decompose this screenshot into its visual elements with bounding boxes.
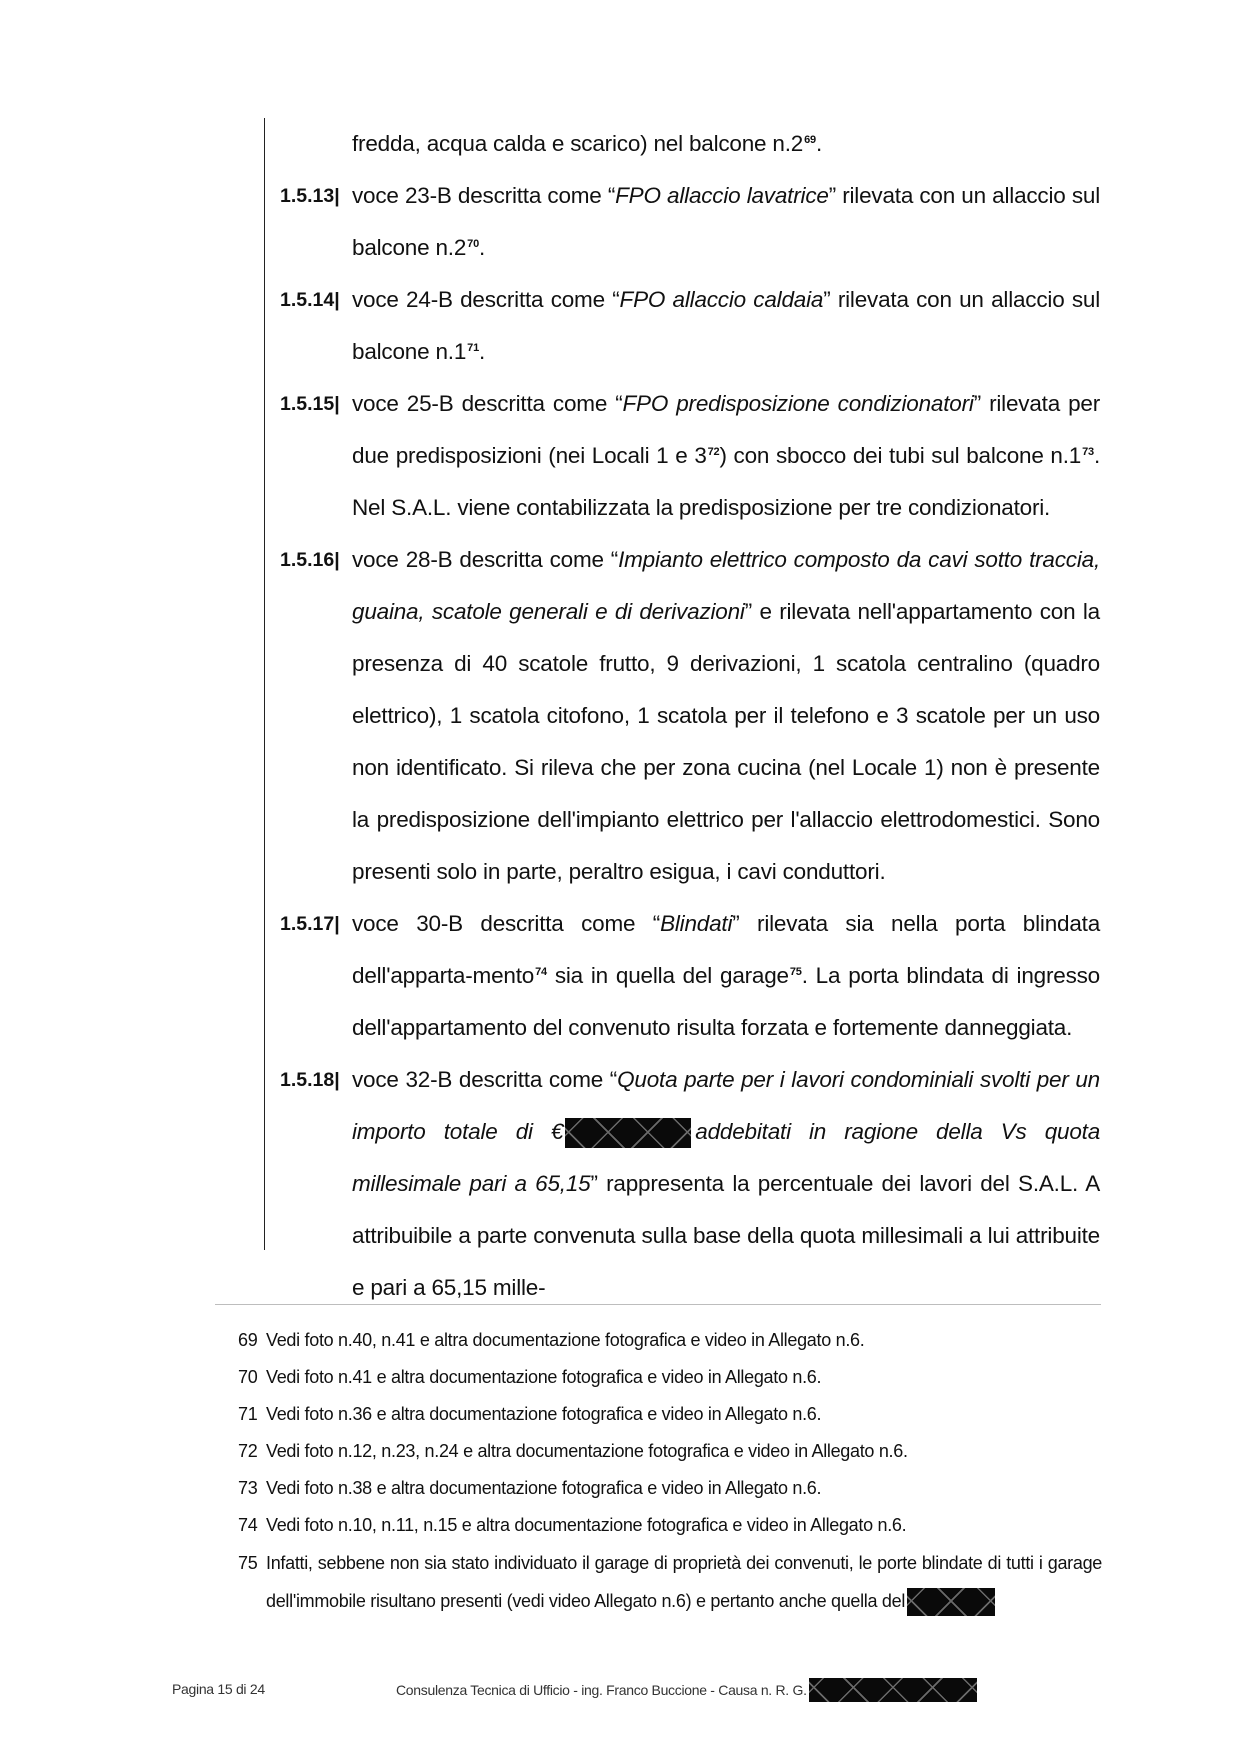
redacted-text: [907, 1588, 995, 1616]
paragraph-text: [352, 1054, 1100, 1314]
footnote-text: Vedi foto n.38 e altra documentazione fotografica e video in Allegato n.6.: [266, 1478, 822, 1498]
text-run: voce 23-B descritta come “: [352, 183, 616, 208]
paragraph-number: 1.5.18|: [280, 1069, 340, 1091]
page-number: Pagina 15 di 24: [172, 1681, 265, 1697]
footnote-number: 71: [238, 1404, 258, 1424]
text-run: ” rilevata sia nella porta blindata dell'apparta-mento: [352, 911, 1101, 988]
footnote-reference: 71: [467, 341, 479, 354]
text-run: .: [479, 339, 486, 364]
footnote-number: 72: [238, 1441, 258, 1461]
footnote-number: 69: [238, 1330, 258, 1350]
footnote-number: 70: [238, 1367, 258, 1387]
text-run: ” rilevata per due predisposizioni (nei Locali 1 e 3: [352, 391, 1101, 468]
text-run: sia in quella del garage: [546, 963, 789, 988]
text-run: voce 25-B descritta come “: [352, 391, 623, 416]
footnote-reference: 74: [535, 965, 547, 978]
footnote-item: [238, 1433, 1102, 1470]
paragraph: [280, 118, 1100, 170]
text-run: voce 30-B descritta come “: [352, 911, 661, 936]
paragraph-text: [352, 534, 1100, 898]
footnote-reference: 69: [804, 133, 816, 146]
quoted-italic-text: FPO allaccio caldaia: [619, 287, 824, 312]
text-run: fredda, acqua calda e scarico) nel balcone n.2: [352, 131, 804, 156]
text-run: voce 32-B descritta come “: [352, 1067, 618, 1092]
footer-caption: [396, 1678, 977, 1702]
text-run: ” e rilevata nell'appartamento con la presenza di 40 scatole frutto, 9 derivazioni, 1 scatola centralino (quadro elettrico), 1 scatola citofono, 1 scatola per il telefono e 3 scatole per un uso non identificato. Si rileva che per zona cucina (nel Locale 1) non è presente la predisposizione dell'impianto elettrico per l'allaccio elettrodomestici. Sono presenti solo in parte, peraltro esigua, i cavi conduttori.: [352, 599, 1100, 884]
footnote-separator: [215, 1304, 1101, 1305]
page-footer: [0, 1675, 1240, 1705]
footnote-text: Vedi foto n.36 e altra documentazione fotografica e video in Allegato n.6.: [266, 1404, 822, 1424]
footnotes: [238, 1322, 1102, 1620]
text-run: . Nel S.A.L. viene contabilizzata la predisposizione per tre condizionatori.: [352, 443, 1100, 520]
paragraph: [280, 274, 1100, 378]
footnote-reference: 72: [707, 445, 720, 458]
footnote-text: Vedi foto n.41 e altra documentazione fotografica e video in Allegato n.6.: [266, 1367, 822, 1387]
text-run: . La porta blindata di ingresso dell'appartamento del convenuto risulta forzata e fortemente danneggiata.: [352, 963, 1100, 1040]
margin-rule: [264, 118, 265, 1250]
paragraph: [280, 378, 1100, 534]
footnote-item: [238, 1322, 1102, 1359]
footnote-text: Infatti, sebbene non sia stato individuato il garage di proprietà dei convenuti, le porte blindate di tutti i garage dell'immobile risultano presenti (vedi video Allegato n.6) e pertanto anche quella del: [266, 1553, 1102, 1611]
paragraph: [280, 170, 1100, 274]
redacted-case-number: [809, 1678, 977, 1702]
text-run: ” rappresenta la percentuale dei lavori del S.A.L. A attribuibile a parte convenuta sulla base della quota millesimali a lui attribuite e pari a 65,15 mille-: [352, 1171, 1101, 1300]
footnote-item: [238, 1359, 1102, 1396]
paragraph-text: [352, 378, 1100, 534]
quoted-italic-text: Blindati: [660, 911, 733, 936]
paragraph-number: 1.5.14|: [280, 289, 340, 311]
text-run: ) con sbocco dei tubi sul balcone n.1: [719, 443, 1082, 468]
quoted-italic-text: FPO predisposizione condizionatori: [622, 391, 974, 416]
footnote-item: [238, 1396, 1102, 1433]
text-run: .: [479, 235, 486, 260]
paragraph-number: 1.5.16|: [280, 549, 340, 571]
footnote-text: Vedi foto n.40, n.41 e altra documentazione fotografica e video in Allegato n.6.: [266, 1330, 865, 1350]
text-run: .: [815, 131, 823, 156]
footnote-text: Vedi foto n.12, n.23, n.24 e altra documentazione fotografica e video in Allegato n.6.: [266, 1441, 908, 1461]
footer-caption-text: Consulenza Tecnica di Ufficio - ing. Franco Buccione - Causa n. R. G.: [396, 1682, 807, 1698]
footnote-reference: 73: [1082, 445, 1094, 458]
paragraph-number: 1.5.15|: [280, 393, 340, 415]
text-run: voce 24-B descritta come “: [352, 287, 620, 312]
footnote-number: 73: [238, 1478, 258, 1498]
footnote-reference: 70: [467, 237, 479, 250]
footnote-item: [238, 1544, 1102, 1620]
quoted-italic-text: addebitati in ragione della Vs quota millesimale pari a 65,15: [352, 1119, 1101, 1196]
paragraph: [280, 534, 1100, 898]
paragraph-text: [352, 170, 1100, 274]
footnote-text: Vedi foto n.10, n.11, n.15 e altra documentazione fotografica e video in Allegato n.6.: [266, 1515, 907, 1535]
body-text: [280, 118, 1100, 1314]
quoted-italic-text: Quota parte per i lavori condominiali svolti per un importo totale di €: [352, 1067, 1100, 1144]
paragraph: [280, 898, 1100, 1054]
footnote-item: [238, 1507, 1102, 1544]
paragraph-number: 1.5.17|: [280, 913, 340, 935]
text-run: ” rilevata con un allaccio sul balcone n.2: [352, 183, 1100, 260]
footnote-reference: 75: [789, 965, 802, 978]
paragraph-number: 1.5.13|: [280, 185, 340, 207]
paragraph-text: [352, 898, 1100, 1054]
quoted-italic-text: FPO allaccio lavatrice: [615, 183, 829, 208]
paragraph: [280, 1054, 1100, 1314]
text-run: voce 28-B descritta come “: [352, 547, 619, 572]
redacted-amount: [565, 1118, 691, 1148]
footnote-number: 74: [238, 1515, 258, 1535]
paragraph-text: [352, 274, 1100, 378]
quoted-italic-text: Impianto elettrico composto da cavi sotto traccia, guaina, scatole generali e di derivazioni: [352, 547, 1101, 624]
footnote-item: [238, 1470, 1102, 1507]
footnote-number: 75: [238, 1553, 258, 1573]
paragraph-text: [352, 118, 1100, 170]
text-run: ” rilevata con un allaccio sul balcone n.1: [352, 287, 1101, 364]
